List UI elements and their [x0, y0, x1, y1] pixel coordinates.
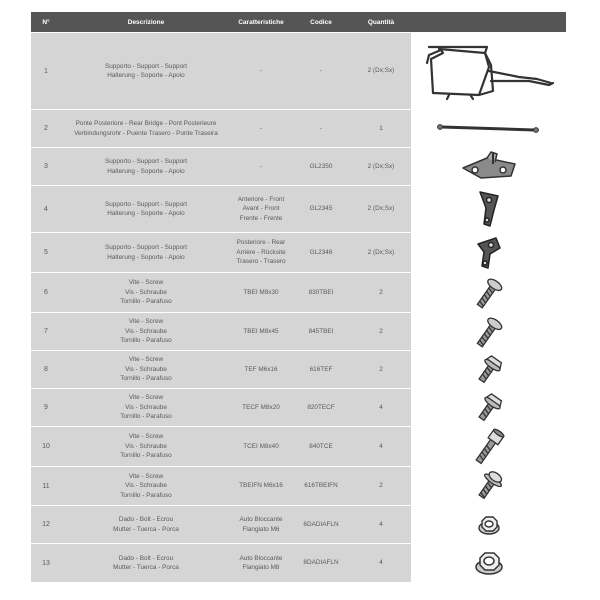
row-description: [61, 243, 231, 262]
parts-table: [31, 12, 566, 582]
description-line: Tornillo - Parafuso: [120, 375, 172, 383]
characteristics-line: TBEIFN M6x16: [239, 482, 283, 490]
row-number: 8: [44, 366, 48, 373]
description-line: Ponte Posteriore - Rear Bridge - Pont Posterieure: [75, 120, 217, 127]
row-description: [61, 515, 231, 534]
description-line: Vis - Schraube: [125, 288, 167, 296]
table-row: [31, 272, 566, 312]
header-quantity: Quantità: [367, 18, 395, 26]
rear-bracket-icon: [411, 233, 566, 272]
row-description: [61, 432, 231, 461]
characteristics-line: Arrière - Rücksite: [236, 248, 286, 256]
description-line: Vis - Schraube: [125, 327, 167, 335]
description-line: Dado - Bolt - Ecrou: [118, 516, 174, 523]
description-line: Supporto - Support - Support: [104, 244, 188, 251]
characteristics-line: Frente - Frente: [239, 214, 283, 222]
characteristics-line: -: [259, 67, 263, 75]
row-characteristics: [231, 481, 291, 491]
side-frame-icon: [411, 33, 566, 109]
row-code: 616TBEIFN: [304, 482, 338, 490]
row-quantity: 4: [379, 559, 383, 567]
row-quantity: 2: [379, 482, 383, 490]
description-line: Tornillo - Parafuso: [120, 337, 172, 345]
description-line: Vis - Schraube: [125, 442, 167, 450]
row-number: 2: [44, 125, 48, 132]
hex-flange-screw-icon: [411, 351, 566, 388]
socket-cap-screw-icon: [411, 427, 566, 466]
row-characteristics: [231, 327, 291, 337]
description-line: Vite - Screw: [128, 356, 164, 364]
row-quantity: 4: [379, 520, 383, 528]
row-code: 6DADIAFLN: [303, 520, 339, 528]
characteristics-line: Posteriore - Rear: [236, 239, 286, 247]
table-row: [31, 466, 566, 505]
description-line: Vite - Screw: [128, 394, 164, 402]
row-number: 5: [44, 249, 48, 256]
description-line: Mutter - Tuerca - Porca: [113, 564, 179, 571]
description-line: Tornillo - Parafuso: [120, 452, 172, 460]
characteristics-line: TEF M6x16: [244, 365, 278, 373]
row-description: [61, 157, 231, 176]
table-row: [31, 232, 566, 272]
characteristics-line: Auto Bloccante: [239, 516, 283, 523]
header-code: Codice: [310, 18, 332, 26]
characteristics-line: Anteriore - Front: [237, 195, 285, 203]
description-line: Dado - Bolt - Ecrou: [118, 554, 174, 562]
row-code: 840TCE: [309, 442, 333, 450]
description-line: Tornillo - Parafuso: [120, 491, 172, 499]
row-characteristics: [231, 195, 291, 224]
row-description: [61, 393, 231, 422]
hex-flange-screw-icon: [411, 389, 566, 426]
flanged-button-screw-icon: [411, 467, 566, 505]
row-quantity: 4: [379, 403, 383, 411]
table-row: [31, 109, 566, 147]
row-number: 3: [44, 163, 48, 170]
row-number: 1: [44, 67, 48, 75]
description-line: Vis - Schraube: [125, 365, 167, 373]
characteristics-line: -: [259, 162, 263, 170]
description-line: Supporto - Support - Support: [104, 62, 188, 70]
button-head-screw-icon: [411, 313, 566, 350]
description-line: Vis - Schraube: [125, 403, 167, 411]
row-characteristics: [231, 238, 291, 267]
row-number: 6: [44, 289, 48, 296]
description-line: Vite - Screw: [128, 318, 164, 326]
row-quantity: 1: [379, 124, 383, 132]
characteristics-line: Flangiato M8: [242, 564, 280, 571]
rear-bridge-bar-icon: [411, 110, 566, 147]
table-row: [31, 505, 566, 543]
row-quantity: 2: [379, 327, 383, 335]
front-bracket-icon: [411, 186, 566, 232]
row-description: [61, 119, 231, 138]
description-line: Tornillo - Parafuso: [120, 298, 172, 306]
description-line: Supporto - Support - Support: [104, 158, 188, 165]
characteristics-line: -: [259, 124, 263, 132]
description-line: Halterung - Soporte - Apoio: [107, 253, 185, 261]
row-code: GL2346: [309, 248, 333, 256]
row-code: GL2345: [309, 205, 333, 213]
description-line: Vite - Screw: [128, 472, 164, 480]
table-row: [31, 388, 566, 426]
row-characteristics: [231, 66, 291, 76]
bracket-plate-icon: [411, 148, 566, 185]
row-description: [61, 472, 231, 501]
row-description: [61, 278, 231, 307]
description-line: Supporto - Support - Support: [104, 200, 188, 208]
description-line: Halterung - Soporte - Apoio: [107, 72, 185, 79]
row-description: [61, 554, 231, 573]
table-row: [31, 185, 566, 232]
row-code: 830TBEI: [308, 288, 334, 296]
row-quantity: 2: [379, 288, 383, 296]
row-number: 11: [42, 482, 50, 490]
row-code: -: [319, 124, 323, 132]
row-description: [61, 62, 231, 81]
row-code: -: [319, 67, 323, 75]
row-characteristics: [231, 124, 291, 134]
row-quantity: 2 (Dx;Sx): [367, 162, 395, 170]
row-code: 845TBEI: [308, 327, 334, 335]
characteristics-line: TCEI M8x40: [243, 442, 279, 450]
row-number: 13: [42, 559, 50, 567]
table-row: [31, 426, 566, 466]
table-row: [31, 350, 566, 388]
row-quantity: 4: [379, 442, 383, 450]
row-description: [61, 355, 231, 384]
row-quantity: 2 (Dx;Sx): [367, 248, 395, 256]
description-line: Vite - Screw: [128, 433, 164, 441]
table-row: [31, 312, 566, 350]
row-number: 7: [44, 328, 48, 335]
flange-nut-small-icon: [411, 506, 566, 543]
row-characteristics: [231, 515, 291, 534]
row-characteristics: [231, 288, 291, 298]
characteristics-line: TBEI M8x30: [243, 288, 279, 296]
row-characteristics: [231, 554, 291, 573]
row-number: 12: [42, 521, 50, 528]
characteristics-line: Trasero - Trasero: [236, 258, 286, 266]
row-characteristics: [231, 442, 291, 452]
description-line: Halterung - Soporte - Apoio: [107, 210, 185, 217]
characteristics-line: Avant - Front: [242, 205, 280, 213]
characteristics-line: Auto Bloccante: [239, 554, 283, 562]
row-code: 820TECF: [307, 403, 335, 411]
row-number: 10: [42, 443, 50, 450]
row-number: 9: [44, 404, 48, 411]
characteristics-line: TBEI M8x45: [243, 327, 279, 335]
characteristics-line: Flangiato M6: [242, 525, 280, 533]
characteristics-line: TECF M8x20: [242, 403, 280, 411]
header-characteristics: Caratteristiche: [238, 18, 284, 26]
description-line: Vis - Schraube: [125, 482, 167, 490]
table-row: [31, 147, 566, 185]
table-row: [31, 32, 566, 109]
row-characteristics: [231, 403, 291, 413]
description-line: Vite - Screw: [128, 279, 164, 287]
header-number: N°: [42, 18, 50, 26]
row-quantity: 2: [379, 365, 383, 373]
row-quantity: 2 (Dx;Sx): [367, 205, 395, 213]
row-quantity: 2 (Dx;Sx): [367, 67, 395, 75]
description-line: Halterung - Soporte - Apoio: [107, 167, 185, 175]
description-line: Tornillo - Parafuso: [120, 413, 172, 421]
table-row: [31, 543, 566, 582]
header-description: Descrizione: [127, 18, 165, 26]
row-code: 8DADIAFLN: [303, 559, 339, 567]
description-line: Verbindungsrohr - Puente Trasero - Ponte Traseira: [74, 129, 218, 137]
row-characteristics: [231, 162, 291, 172]
row-description: [61, 317, 231, 346]
row-characteristics: [231, 365, 291, 375]
row-code: 616TEF: [309, 365, 333, 373]
row-number: 4: [44, 205, 48, 213]
flange-nut-large-icon: [411, 544, 566, 582]
row-description: [61, 200, 231, 219]
row-code: GL2350: [309, 162, 333, 170]
description-line: Mutter - Tuerca - Porca: [113, 525, 179, 533]
button-head-screw-icon: [411, 273, 566, 312]
table-header: [31, 12, 566, 32]
